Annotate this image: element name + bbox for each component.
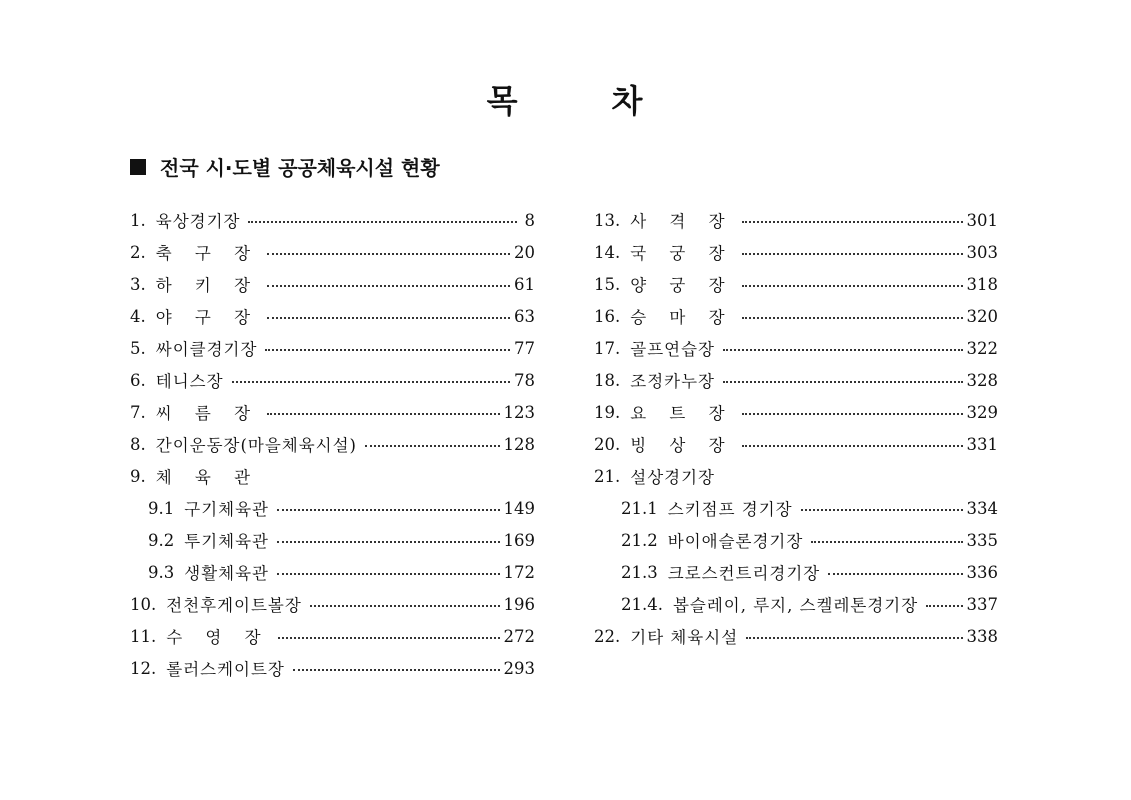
dot-leader <box>232 381 510 383</box>
toc-entry-number: 1. <box>130 210 146 230</box>
toc-entry-label: 씨 름 장 <box>155 404 260 423</box>
toc-entry[interactable] <box>594 428 998 460</box>
toc-entry-label: 조정카누장 <box>630 372 715 391</box>
toc-entry-label: 육상경기장 <box>155 212 241 231</box>
toc-entry-label: 구기체육관 <box>184 500 269 519</box>
toc-entry-page: 338 <box>966 626 998 646</box>
toc-entry-label: 체 육 관 <box>155 468 260 487</box>
toc-entry-page: 337 <box>966 594 998 614</box>
toc-entry-page: 322 <box>966 338 998 358</box>
toc-entry[interactable] <box>594 620 998 652</box>
toc-entry-number: 15. <box>594 274 621 294</box>
toc-entry-number: 9. <box>130 466 146 486</box>
toc-entry[interactable] <box>130 268 535 300</box>
toc-entry-number: 21.1 <box>621 498 658 518</box>
title-char-1: 목 <box>486 82 520 120</box>
toc-entry-label: 테니스장 <box>155 372 224 391</box>
toc-entry-number: 4. <box>130 306 146 326</box>
toc-entry[interactable] <box>130 492 535 524</box>
toc-entry-page: 328 <box>966 370 998 390</box>
dot-leader <box>267 413 499 415</box>
toc-entry-label: 하 키 장 <box>155 276 260 295</box>
dot-leader <box>811 541 962 543</box>
toc-entry-number: 6. <box>130 370 146 390</box>
dot-leader <box>746 637 962 639</box>
toc-entry-number: 21.4. <box>621 594 663 614</box>
dot-leader <box>278 637 500 639</box>
section-heading-text: 전국 시·도별 공공체육시설 현황 <box>160 156 440 180</box>
dot-leader <box>267 285 510 287</box>
dot-leader <box>828 573 962 575</box>
toc-entry-number: 9.3 <box>148 562 175 582</box>
toc-entry-number: 16. <box>594 306 621 326</box>
toc-entry-number: 21. <box>594 466 621 486</box>
dot-leader <box>742 445 963 447</box>
toc-entry-label: 간이운동장(마을체육시설) <box>155 436 357 455</box>
toc-entry-page: 303 <box>966 242 998 262</box>
toc-entry-page: 128 <box>503 434 535 454</box>
toc-entry[interactable] <box>130 236 535 268</box>
toc-entry-number: 5. <box>130 338 146 358</box>
dot-leader <box>265 349 510 351</box>
toc-entry-number: 20. <box>594 434 621 454</box>
toc-entry[interactable] <box>130 620 535 652</box>
toc-entry-page: 320 <box>966 306 998 326</box>
toc-entry-number: 9.1 <box>148 498 175 518</box>
toc-entry-label: 롤러스케이트장 <box>166 660 285 679</box>
toc-entry-page: 329 <box>966 402 998 422</box>
dot-leader <box>267 317 510 319</box>
toc-entry-number: 12. <box>130 658 157 678</box>
toc-entry[interactable] <box>130 332 535 364</box>
dot-leader <box>365 445 500 447</box>
toc-entry-label: 골프연습장 <box>630 340 715 359</box>
dot-leader <box>248 221 517 223</box>
toc-right-column <box>594 204 998 652</box>
toc-entry-page: 123 <box>503 402 535 422</box>
toc-entry-page: 77 <box>514 338 535 358</box>
toc-entry[interactable] <box>130 428 535 460</box>
toc-entry[interactable] <box>594 300 998 332</box>
page-title <box>0 76 1131 122</box>
toc-entry[interactable] <box>130 204 535 236</box>
toc-entry-label: 축 구 장 <box>155 244 260 263</box>
toc-entry-page: 78 <box>514 370 535 390</box>
toc-entry[interactable] <box>130 460 535 492</box>
toc-entry-number: 13. <box>594 210 621 230</box>
toc-entry[interactable] <box>130 588 535 620</box>
toc-entry-label: 요 트 장 <box>630 404 734 423</box>
toc-entry-number: 17. <box>594 338 621 358</box>
toc-entry[interactable] <box>594 492 998 524</box>
toc-entry-label: 싸이클경기장 <box>155 340 258 359</box>
toc-entry[interactable] <box>594 268 998 300</box>
toc-entry-number: 8. <box>130 434 146 454</box>
toc-entry-label: 기타 체육시설 <box>630 628 739 647</box>
toc-entry-page: 149 <box>503 498 535 518</box>
toc-entry-page: 169 <box>503 530 535 550</box>
toc-entry-number: 11. <box>130 626 157 646</box>
toc-entry[interactable] <box>594 236 998 268</box>
toc-entry[interactable] <box>130 364 535 396</box>
toc-entry-number: 19. <box>594 402 621 422</box>
toc-entry-label: 봅슬레이, 루지, 스켈레톤경기장 <box>672 596 919 615</box>
toc-entry-number: 14. <box>594 242 621 262</box>
toc-entry[interactable] <box>594 332 998 364</box>
toc-entry-page: 331 <box>966 434 998 454</box>
toc-entry-label: 빙 상 장 <box>630 436 734 455</box>
toc-entry-label: 크로스컨트리경기장 <box>667 564 821 583</box>
toc-entry-number: 18. <box>594 370 621 390</box>
toc-entry[interactable] <box>130 556 535 588</box>
toc-entry-label: 승 마 장 <box>630 308 734 327</box>
dot-leader <box>277 509 500 511</box>
toc-entry-label: 양 궁 장 <box>630 276 734 295</box>
toc-entry-label: 생활체육관 <box>184 564 269 583</box>
toc-entry-page: 318 <box>966 274 998 294</box>
toc-entry-number: 9.2 <box>148 530 175 550</box>
toc-entry-page: 301 <box>966 210 998 230</box>
toc-entry-number: 10. <box>130 594 157 614</box>
dot-leader <box>267 253 510 255</box>
toc-entry[interactable] <box>594 460 998 492</box>
toc-entry-page: 61 <box>514 274 535 294</box>
toc-entry-label: 야 구 장 <box>155 308 260 327</box>
toc-entry[interactable] <box>594 524 998 556</box>
toc-entry-number: 3. <box>130 274 146 294</box>
toc-entry-label: 스키점프 경기장 <box>667 500 793 519</box>
dot-leader <box>293 669 500 671</box>
toc-entry-page: 336 <box>966 562 998 582</box>
dot-leader <box>723 381 963 383</box>
section-heading <box>130 152 440 181</box>
toc-entry-number: 21.2 <box>621 530 658 550</box>
dot-leader <box>742 285 963 287</box>
toc-entry[interactable] <box>130 396 535 428</box>
toc-entry-label: 국 궁 장 <box>630 244 734 263</box>
toc-entry[interactable] <box>130 300 535 332</box>
toc-entry-label: 사 격 장 <box>630 212 734 231</box>
dot-leader <box>310 605 500 607</box>
toc-entry-page: 335 <box>966 530 998 550</box>
toc-entry[interactable] <box>130 652 535 684</box>
dot-leader <box>277 573 500 575</box>
dot-leader <box>723 349 963 351</box>
toc-entry-label: 전천후게이트볼장 <box>166 596 302 615</box>
toc-entry-number: 22. <box>594 626 621 646</box>
toc-entry-page: 293 <box>503 658 535 678</box>
toc-entry-label: 투기체육관 <box>184 532 269 551</box>
toc-entry-page: 334 <box>966 498 998 518</box>
black-square-icon <box>130 159 146 175</box>
toc-entry-page: 8 <box>524 210 535 230</box>
dot-leader <box>742 253 963 255</box>
toc-entry-number: 7. <box>130 402 146 422</box>
toc-entry[interactable] <box>594 556 998 588</box>
toc-entry-label: 바이애슬론경기장 <box>667 532 804 551</box>
toc-entry-label: 수 영 장 <box>166 628 270 647</box>
dot-leader <box>742 413 963 415</box>
toc-entry-page: 63 <box>514 306 535 326</box>
toc-left-column <box>130 204 535 684</box>
toc-entry[interactable] <box>594 396 998 428</box>
toc-entry-label: 설상경기장 <box>630 468 715 487</box>
dot-leader <box>801 509 963 511</box>
toc-entry-number: 2. <box>130 242 146 262</box>
dot-leader <box>742 221 963 223</box>
toc-entry[interactable] <box>594 588 998 620</box>
toc-entry[interactable] <box>594 204 998 236</box>
toc-entry-page: 172 <box>503 562 535 582</box>
toc-entry-page: 196 <box>503 594 535 614</box>
dot-leader <box>926 605 962 607</box>
toc-entry-page: 272 <box>503 626 535 646</box>
toc-entry[interactable] <box>594 364 998 396</box>
title-char-2: 차 <box>611 82 645 120</box>
toc-entry[interactable] <box>130 524 535 556</box>
dot-leader <box>742 317 963 319</box>
toc-entry-page: 20 <box>514 242 535 262</box>
dot-leader <box>277 541 500 543</box>
toc-entry-number: 21.3 <box>621 562 658 582</box>
